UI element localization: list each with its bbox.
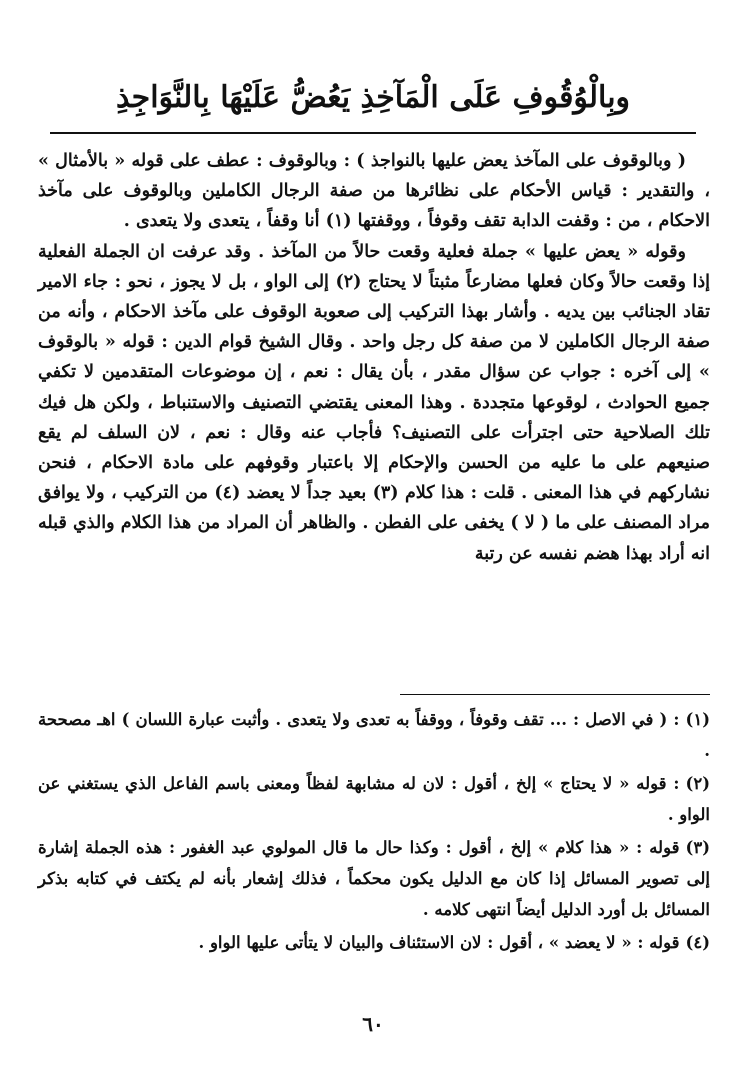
footnote-number: (٣)	[685, 838, 710, 857]
footnote-text: : قوله « لا يحتاج » إلخ ، أقول : لان له مشابهة لفظاً ومعنى باسم الفاعل الذي يستغني عن الواو .	[38, 774, 710, 824]
footnote-3	[38, 832, 710, 925]
footnote-divider	[400, 694, 710, 695]
title-divider	[50, 132, 696, 134]
footnote-1	[38, 704, 710, 766]
page-number: ٦٠	[362, 1012, 384, 1036]
footnote-number: (٤)	[685, 933, 710, 952]
footnotes	[38, 704, 710, 990]
footnote-number: (١)	[685, 710, 710, 729]
footnote-number: (٢)	[685, 774, 710, 793]
footnote-text: قوله : « لا يعضد » ، أقول : لان الاستئناف والبيان لا يتأتى عليها الواو .	[198, 933, 680, 952]
footnote-text: : ( في الاصل : ... تقف وقوفاً ، ووقفاً به تعدى ولا يتعدى . وأثبت عبارة اللسان ) اهـ مصححة .	[38, 710, 710, 760]
paragraph-1: ( وبالوقوف على المآخذ يعض عليها بالنواجذ ) : وبالوقوف : عطف على قوله « بالأمثال » ، والتقدير : قياس الأحكام على نظائرها من صفة الرجال الكاملين وبالوقوف على مآخذ الاحكام ، من : وقفت الدابة تقف وقوفاً ، ووقفتها (١) أنا وقفاً ، يتعدى ولا يتعدى .	[38, 151, 710, 232]
main-text	[38, 146, 710, 686]
footnote-text: قوله : « هذا كلام » إلخ ، أقول : وكذا حال ما قال المولوي عبد الغفور : هذه الجملة إشارة إلى تصوير المسائل إذا كان مع الدليل يكون محكماً ، فذلك إشعار بأنه لم يكتف في كتابه بذكر المسائل بل أورد الدليل أيضاً انتهى كلامه .	[38, 838, 710, 919]
footnote-2	[38, 768, 710, 830]
verse-title: وبِالْوُقُوفِ عَلَى الْمَآخِذِ يَعُضُّ عَلَيْهَا بِالنَّوَاجِذِ	[115, 80, 631, 115]
footnote-4	[38, 927, 710, 958]
paragraph-2: وقوله « يعض عليها » جملة فعلية وقعت حالاً من المآخذ . وقد عرفت ان الجملة الفعلية إذا وقعت حالاً وكان فعلها مضارعاً مثبتاً لا يحتاج (٢) إلى الواو ، بل لا يجوز ، نحو : جاء الامير تقاد الجنائب بين يديه . وأشار بهذا التركيب إلى صعوبة الوقوف على مآخذ الاحكام ، وأنه من صفة الرجال الكاملين لا من صفة كل رجل واحد . وقال الشيخ قوام الدين : قوله « بالوقوف » إلى آخره : جواب عن سؤال مقدر ، بأن يقال : نعم ، إن موضوعات المتقدمين لا تكفي جميع الحوادث ، لوقوعها متجددة . وهذا المعنى يقتضي التصنيف والاستنباط ، ولكن هل فيك تلك الصلاحية حتى اجترأت على التصنيف؟ فأجاب عنه وقال : نعم ، لان السلف لم يقع صنيعهم على ما عليه من الحسن والإحكام إلا باعتبار وقوفهم على مادة الاحكام ، فنحن نشاركهم في هذا المعنى . قلت : هذا كلام (٣) بعيد جداً لا يعضد (٤) من التركيب ، ولا يوافق مراد المصنف على ما ( لا ) يخفى على الفطن . والظاهر أن المراد من هذا الكلام والذي قبله انه أراد بهذا هضم نفسه عن رتبة	[38, 241, 710, 564]
